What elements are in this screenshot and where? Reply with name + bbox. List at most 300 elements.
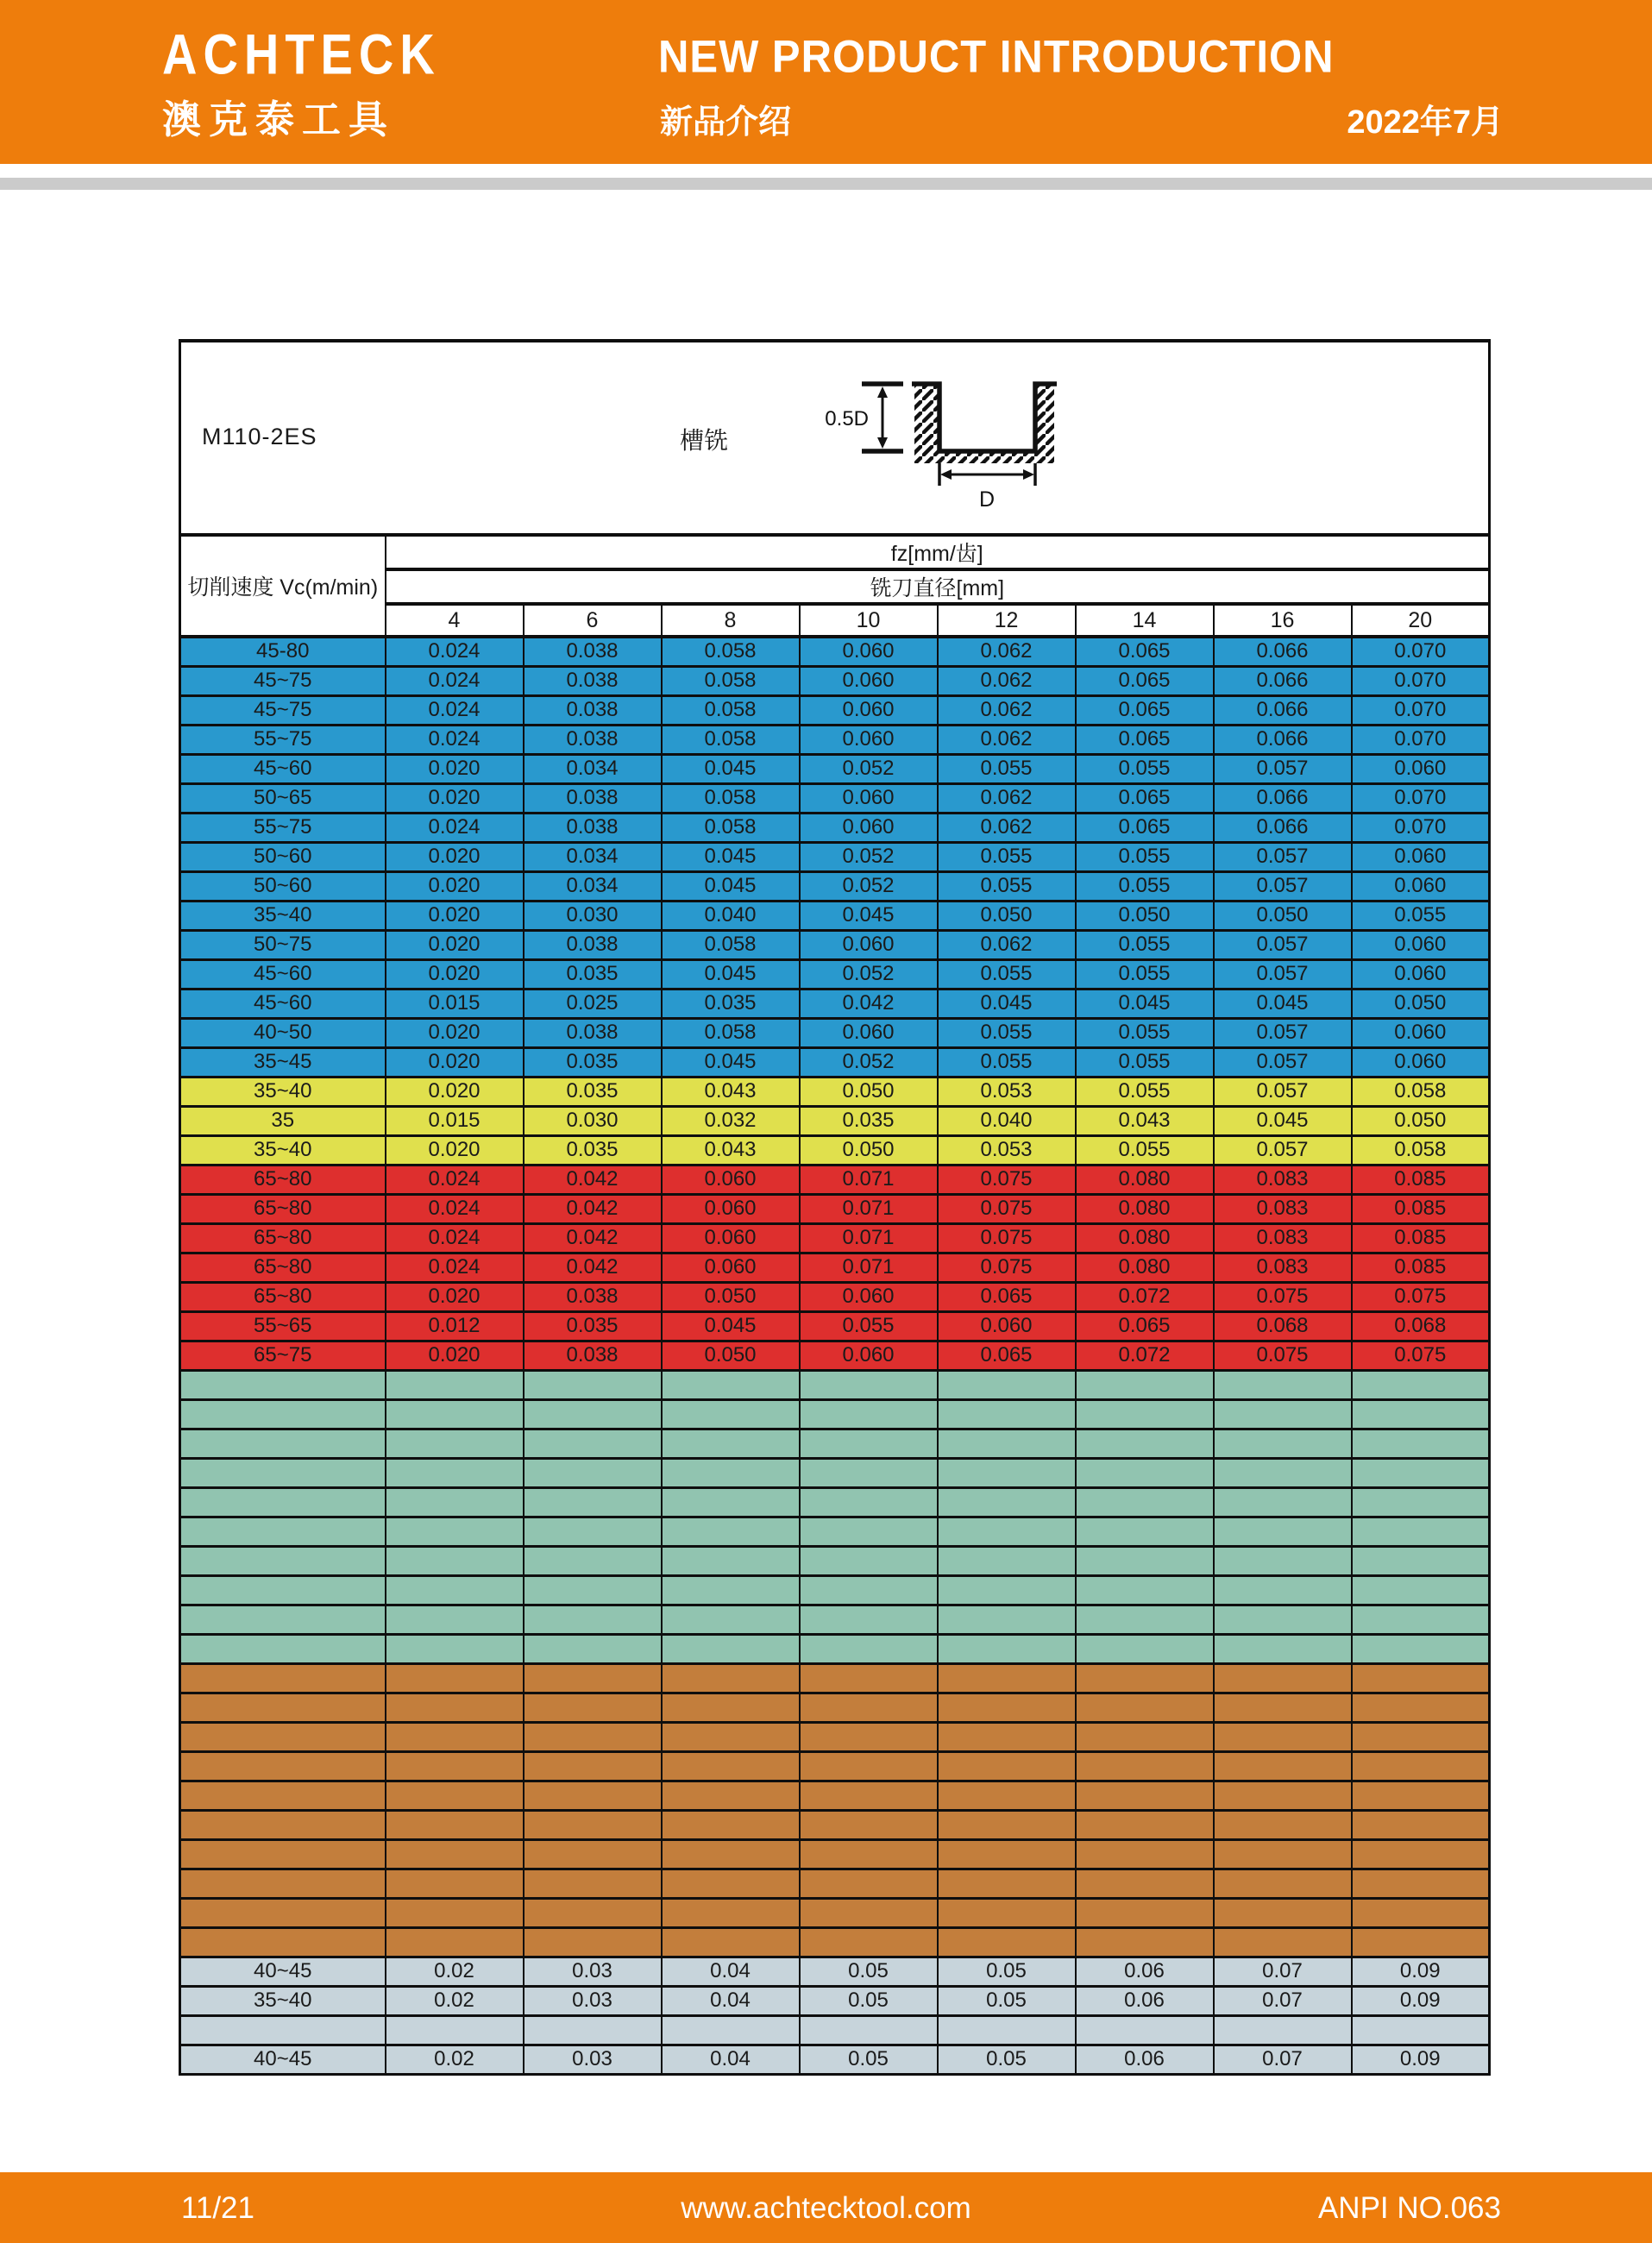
fz-cell: 0.055 [1352,901,1490,930]
fz-cell: 0.020 [386,842,524,871]
fz-cell: 0.050 [938,901,1076,930]
table-row [180,1546,1490,1575]
table-row [180,1253,1490,1282]
fz-cell [524,1898,662,1927]
fz-cell [1214,1927,1352,1957]
fz-cell: 0.020 [386,959,524,989]
fz-cell: 0.035 [662,989,800,1018]
fz-cell: 0.03 [524,1986,662,2015]
fz-cell [1076,1458,1214,1487]
vc-cell [180,1458,386,1487]
fz-cell: 0.045 [1214,989,1352,1018]
diameter-header-cell: 8 [662,604,800,637]
fz-cell: 0.071 [800,1253,938,1282]
fz-cell: 0.075 [1214,1341,1352,1370]
table-row [180,930,1490,959]
fz-cell: 0.058 [662,930,800,959]
fz-cell [1352,1575,1490,1605]
fz-cell: 0.042 [524,1165,662,1194]
fz-cell [938,1781,1076,1810]
fz-cell: 0.05 [938,2045,1076,2074]
fz-cell [524,1487,662,1517]
fz-cell: 0.062 [938,666,1076,695]
fz-cell [938,1751,1076,1781]
vc-cell: 35~40 [180,901,386,930]
fz-cell [938,1634,1076,1663]
page-number: 11/21 [181,2191,254,2225]
fz-cell [524,1458,662,1487]
fz-cell: 0.060 [662,1253,800,1282]
fz-cell: 0.050 [1352,1106,1490,1135]
fz-cell [800,1575,938,1605]
fz-cell [386,1839,524,1869]
table-row [180,2015,1490,2045]
fz-cell: 0.070 [1352,695,1490,725]
fz-cell [662,1927,800,1957]
fz-cell: 0.04 [662,2045,800,2074]
fz-cell [800,1810,938,1839]
fz-cell: 0.045 [1214,1106,1352,1135]
vc-cell: 45~60 [180,989,386,1018]
fz-cell [800,1605,938,1634]
table-row [180,1517,1490,1546]
fz-cell [1076,1722,1214,1751]
table-row [180,754,1490,783]
fz-cell [800,2015,938,2045]
fz-cell: 0.040 [662,901,800,930]
vc-cell [180,1722,386,1751]
fz-cell [1214,1693,1352,1722]
fz-cell [938,2015,1076,2045]
fz-cell: 0.060 [800,813,938,842]
fz-cell: 0.075 [1352,1341,1490,1370]
depth-dimension-label: 0.5D [825,407,869,430]
fz-cell: 0.083 [1214,1194,1352,1223]
fz-cell [938,1869,1076,1898]
table-row [180,1781,1490,1810]
header-divider [0,178,1652,190]
fz-cell: 0.071 [800,1223,938,1253]
fz-cell [386,1370,524,1399]
fz-cell: 0.034 [524,842,662,871]
vc-cell: 35~40 [180,1077,386,1106]
fz-cell: 0.04 [662,1986,800,2015]
fz-cell: 0.070 [1352,813,1490,842]
table-row [180,695,1490,725]
fz-cell: 0.020 [386,783,524,813]
fz-cell [1076,1399,1214,1429]
fz-cell: 0.060 [1352,842,1490,871]
fz-cell: 0.070 [1352,666,1490,695]
fz-cell: 0.020 [386,1018,524,1047]
fz-cell: 0.045 [662,754,800,783]
table-row [180,1722,1490,1751]
fz-cell [800,1634,938,1663]
fz-cell: 0.060 [800,1018,938,1047]
fz-cell: 0.030 [524,901,662,930]
table-row [180,1751,1490,1781]
fz-cell [1214,1429,1352,1458]
vc-cell: 65~80 [180,1165,386,1194]
fz-span-header: fz[mm/齿] [386,535,1490,569]
fz-cell [1352,1722,1490,1751]
fz-cell: 0.045 [662,959,800,989]
width-arrowhead-left [940,469,952,480]
table-row [180,637,1490,666]
fz-cell: 0.057 [1214,842,1352,871]
table-row [180,1663,1490,1693]
table-row [180,1077,1490,1106]
fz-cell [1352,1869,1490,1898]
table-row [180,959,1490,989]
table-row [180,1018,1490,1047]
fz-cell [1076,1575,1214,1605]
fz-cell [1352,1458,1490,1487]
fz-cell: 0.050 [1214,901,1352,930]
fz-cell: 0.06 [1076,1986,1214,2015]
fz-cell [386,1575,524,1605]
fz-cell [1076,1869,1214,1898]
fz-cell: 0.038 [524,1282,662,1311]
fz-cell [662,1810,800,1839]
fz-cell: 0.058 [1352,1077,1490,1106]
fz-cell [800,1517,938,1546]
fz-cell: 0.060 [800,783,938,813]
fz-cell [1076,1487,1214,1517]
fz-cell [1352,1546,1490,1575]
fz-cell: 0.015 [386,989,524,1018]
fz-cell [524,1722,662,1751]
fz-cell: 0.057 [1214,754,1352,783]
diameter-header-cell: 16 [1214,604,1352,637]
fz-cell: 0.038 [524,725,662,754]
fz-cell [662,1898,800,1927]
page-title: NEW PRODUCT INTRODUCTION [658,32,1335,83]
fz-cell: 0.083 [1214,1223,1352,1253]
fz-cell: 0.055 [938,1018,1076,1047]
fz-cell [1076,1546,1214,1575]
table-row [180,1575,1490,1605]
fz-cell: 0.07 [1214,2045,1352,2074]
fz-cell [938,1458,1076,1487]
fz-cell [1214,1399,1352,1429]
vc-cell: 65~75 [180,1341,386,1370]
fz-cell [800,1693,938,1722]
fz-cell [386,1751,524,1781]
fz-cell [938,1487,1076,1517]
vc-cell: 40~45 [180,2045,386,2074]
fz-cell [800,1898,938,1927]
fz-cell [800,1839,938,1869]
fz-cell: 0.038 [524,695,662,725]
fz-cell [1352,1487,1490,1517]
fz-cell: 0.020 [386,1135,524,1165]
fz-cell: 0.09 [1352,1986,1490,2015]
cutting-parameters-table [179,339,1491,2076]
fz-cell [662,1546,800,1575]
fz-cell: 0.030 [524,1106,662,1135]
fz-cell [524,1751,662,1781]
fz-cell [386,1810,524,1839]
operation-type: 槽铣 [680,427,729,454]
vc-cell: 55~65 [180,1311,386,1341]
fz-cell: 0.060 [662,1194,800,1223]
table-row [180,1341,1490,1370]
fz-cell [800,1546,938,1575]
fz-cell [938,1429,1076,1458]
table-row [180,901,1490,930]
fz-cell: 0.07 [1214,1986,1352,2015]
fz-cell: 0.024 [386,1253,524,1282]
fz-cell [386,2015,524,2045]
fz-cell [524,1810,662,1839]
fz-cell: 0.068 [1352,1311,1490,1341]
fz-cell [1352,1517,1490,1546]
vc-cell: 45~75 [180,666,386,695]
fz-cell: 0.060 [1352,959,1490,989]
fz-cell: 0.050 [800,1077,938,1106]
fz-cell [1214,2015,1352,2045]
vc-cell: 45~60 [180,754,386,783]
fz-cell: 0.066 [1214,813,1352,842]
issue-date: 2022年7月 [1347,104,1504,141]
fz-cell [1076,1663,1214,1693]
vc-cell: 65~80 [180,1282,386,1311]
fz-cell [938,1546,1076,1575]
fz-cell: 0.052 [800,959,938,989]
fz-cell: 0.080 [1076,1253,1214,1282]
fz-cell: 0.071 [800,1194,938,1223]
fz-cell: 0.05 [938,1986,1076,2015]
vc-cell: 65~80 [180,1253,386,1282]
fz-cell [938,1605,1076,1634]
fz-cell: 0.015 [386,1106,524,1135]
fz-cell: 0.075 [1214,1282,1352,1311]
fz-cell [1352,1898,1490,1927]
fz-cell: 0.071 [800,1165,938,1194]
fz-cell: 0.060 [1352,1018,1490,1047]
fz-cell [800,1487,938,1517]
fz-cell: 0.035 [524,959,662,989]
fz-cell: 0.02 [386,1957,524,1986]
fz-cell [1352,1370,1490,1399]
fz-cell [1352,1810,1490,1839]
logo-wordmark: ACHTECK [162,22,441,86]
fz-cell [938,1370,1076,1399]
diameter-header-cell: 10 [800,604,938,637]
fz-cell [662,1781,800,1810]
fz-cell: 0.05 [938,1957,1076,1986]
fz-cell: 0.066 [1214,695,1352,725]
fz-cell: 0.034 [524,871,662,901]
fz-cell [662,1751,800,1781]
fz-cell [800,1751,938,1781]
fz-cell [1352,2015,1490,2045]
fz-cell: 0.060 [662,1223,800,1253]
table-row [180,1839,1490,1869]
fz-cell: 0.066 [1214,666,1352,695]
fz-cell: 0.05 [800,1986,938,2015]
fz-cell: 0.03 [524,1957,662,1986]
fz-cell [800,1869,938,1898]
fz-cell: 0.035 [800,1106,938,1135]
table-row [180,1898,1490,1927]
fz-cell [524,1781,662,1810]
fz-cell: 0.055 [800,1311,938,1341]
vc-cell: 50~60 [180,842,386,871]
fz-cell [386,1663,524,1693]
fz-cell [1352,1693,1490,1722]
fz-cell: 0.062 [938,813,1076,842]
fz-cell: 0.062 [938,930,1076,959]
fz-cell: 0.038 [524,1018,662,1047]
table-row [180,1927,1490,1957]
vc-cell [180,1663,386,1693]
fz-cell [662,1517,800,1546]
fz-cell [938,1898,1076,1927]
fz-cell: 0.083 [1214,1253,1352,1282]
fz-cell [938,1927,1076,1957]
fz-cell [800,1781,938,1810]
fz-cell [386,1605,524,1634]
fz-cell: 0.020 [386,1341,524,1370]
fz-cell: 0.045 [662,1311,800,1341]
fz-cell [662,1575,800,1605]
fz-cell: 0.043 [1076,1106,1214,1135]
fz-cell: 0.085 [1352,1253,1490,1282]
table-row [180,1194,1490,1223]
document-number: ANPI NO.063 [1317,2191,1501,2225]
fz-cell [800,1370,938,1399]
fz-cell: 0.055 [1076,1135,1214,1165]
depth-arrowhead-up [877,386,888,398]
fz-cell [386,1546,524,1575]
fz-cell [1214,1839,1352,1869]
fz-cell: 0.075 [938,1194,1076,1223]
fz-cell: 0.05 [800,2045,938,2074]
fz-cell: 0.055 [1076,1047,1214,1077]
fz-cell [800,1927,938,1957]
fz-cell [386,1722,524,1751]
fz-cell [662,1722,800,1751]
vc-cell [180,1546,386,1575]
fz-cell [524,1370,662,1399]
fz-cell [1214,1517,1352,1546]
fz-cell [1076,1634,1214,1663]
fz-cell: 0.085 [1352,1165,1490,1194]
vc-cell: 35 [180,1106,386,1135]
fz-cell: 0.065 [1076,695,1214,725]
fz-cell: 0.035 [524,1077,662,1106]
fz-cell: 0.024 [386,637,524,666]
fz-cell: 0.057 [1214,930,1352,959]
table-row [180,842,1490,871]
fz-cell [1214,1781,1352,1810]
fz-cell [1076,1605,1214,1634]
fz-cell [938,1693,1076,1722]
fz-cell: 0.060 [1352,754,1490,783]
product-header-cell [180,341,1490,535]
vc-cell [180,1927,386,1957]
table-row [180,725,1490,754]
vc-cell [180,1839,386,1869]
fz-cell: 0.065 [1076,813,1214,842]
fz-cell: 0.065 [1076,666,1214,695]
fz-cell [662,1370,800,1399]
fz-cell [1214,1605,1352,1634]
fz-cell [524,1605,662,1634]
fz-cell: 0.062 [938,725,1076,754]
vc-cell: 45~75 [180,695,386,725]
fz-cell: 0.045 [938,989,1076,1018]
fz-cell [1352,1605,1490,1634]
fz-cell: 0.058 [662,666,800,695]
fz-cell [1214,1575,1352,1605]
vc-cell: 55~75 [180,725,386,754]
fz-cell [524,1546,662,1575]
fz-cell [1076,1429,1214,1458]
fz-cell: 0.085 [1352,1194,1490,1223]
fz-cell: 0.062 [938,637,1076,666]
fz-cell [1076,2015,1214,2045]
fz-cell: 0.065 [1076,637,1214,666]
vc-cell [180,1575,386,1605]
table-row [180,1986,1490,2015]
table-row [180,1135,1490,1165]
fz-cell [386,1693,524,1722]
fz-cell: 0.034 [524,754,662,783]
fz-cell: 0.020 [386,930,524,959]
fz-cell: 0.052 [800,871,938,901]
vc-cell: 50~65 [180,783,386,813]
fz-cell [386,1634,524,1663]
vc-cell: 50~60 [180,871,386,901]
fz-cell: 0.058 [662,813,800,842]
page-header [0,0,1652,164]
fz-cell: 0.045 [800,901,938,930]
fz-cell [386,1517,524,1546]
fz-cell: 0.060 [800,1282,938,1311]
table-row [180,1282,1490,1311]
fz-cell [938,1663,1076,1693]
fz-cell [662,1693,800,1722]
fz-cell [386,1399,524,1429]
fz-cell: 0.038 [524,666,662,695]
fz-cell [524,1927,662,1957]
fz-cell [1352,1751,1490,1781]
fz-cell [1214,1722,1352,1751]
fz-cell: 0.02 [386,1986,524,2015]
fz-cell [1352,1781,1490,1810]
fz-cell: 0.024 [386,1223,524,1253]
fz-cell: 0.020 [386,1047,524,1077]
fz-cell: 0.060 [1352,930,1490,959]
fz-cell: 0.065 [1076,783,1214,813]
fz-cell: 0.060 [800,930,938,959]
vc-cell: 35~40 [180,1135,386,1165]
fz-cell [1076,1370,1214,1399]
fz-cell: 0.060 [800,725,938,754]
fz-cell: 0.050 [800,1135,938,1165]
fz-cell: 0.024 [386,813,524,842]
fz-cell: 0.020 [386,871,524,901]
fz-cell: 0.055 [938,754,1076,783]
table-row [180,1311,1490,1341]
fz-cell [800,1429,938,1458]
fz-cell: 0.052 [800,842,938,871]
fz-cell [524,1663,662,1693]
fz-cell [662,1399,800,1429]
